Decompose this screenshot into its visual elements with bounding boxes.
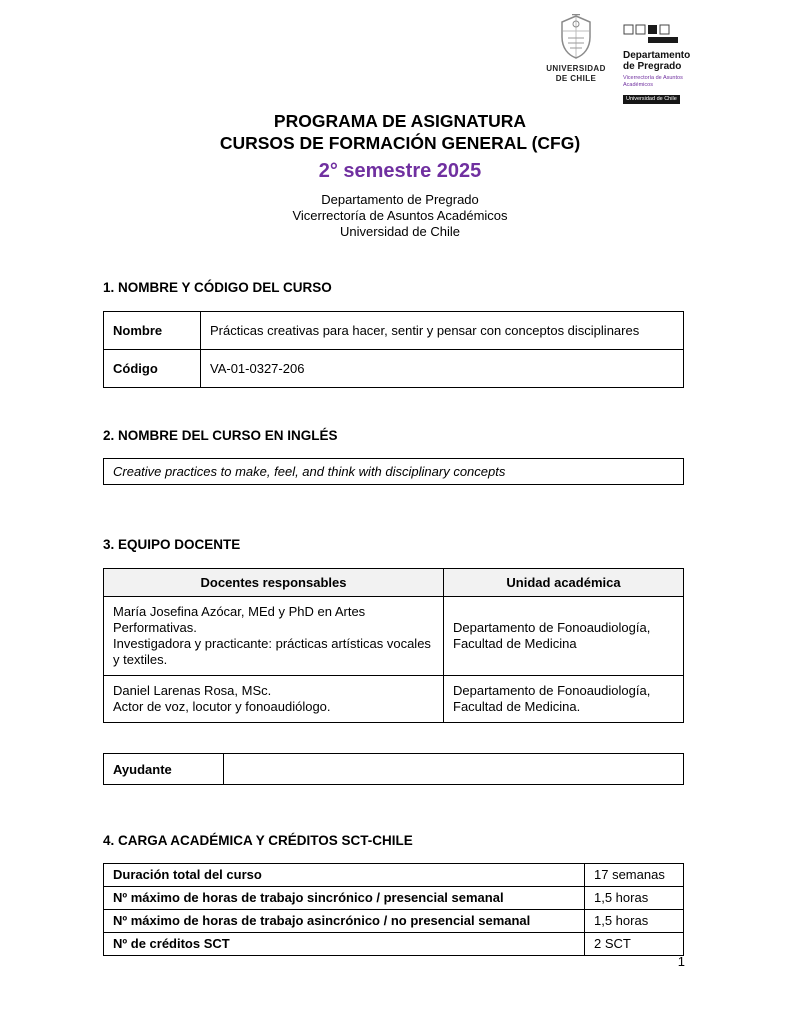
table-row [104, 676, 684, 723]
page-number: 1 [677, 954, 685, 969]
nombre-label: Nombre [104, 312, 201, 350]
english-name-table [103, 458, 684, 485]
header-logos [543, 12, 715, 104]
pregrado-logo-subtitle: Vicerrectoría de Asuntos Académicos [623, 75, 683, 88]
column-docentes-responsables: Docentes responsables [104, 569, 444, 597]
ayudante-value [224, 754, 684, 785]
pregrado-logo-line1: Departamento [623, 50, 691, 61]
section2-heading: 2. NOMBRE DEL CURSO EN INGLÉS [103, 428, 338, 443]
uchile-logo-text [546, 64, 606, 84]
table-row [104, 933, 684, 956]
unidad-cell: Departamento de Fonoaudiología, Facultad de Medicina. [444, 676, 684, 723]
section4-heading: 4. CARGA ACADÉMICA Y CRÉDITOS SCT-CHILE [103, 833, 413, 848]
uchile-crest-icon [559, 14, 593, 60]
uchile-logo-line2: DE CHILE [555, 74, 597, 83]
horas-asincronico-value: 1,5 horas [585, 910, 684, 933]
horas-asincronico-label: Nº máximo de horas de trabajo asincrónico / no presencial semanal [104, 910, 585, 933]
subtitle-departamento: Departamento de Pregrado [321, 192, 479, 207]
carga-academica-table [103, 863, 684, 956]
ayudante-table [103, 753, 684, 785]
table-row [104, 754, 684, 785]
horas-sincronico-value: 1,5 horas [585, 887, 684, 910]
section1-heading: 1. NOMBRE Y CÓDIGO DEL CURSO [103, 280, 332, 295]
creditos-sct-value: 2 SCT [585, 933, 684, 956]
pregrado-logo [623, 12, 715, 104]
subtitle-vicerrectoria: Vicerrectoría de Asuntos Académicos [292, 208, 508, 223]
table-row [104, 312, 684, 350]
table-row [104, 910, 684, 933]
page-title-line1: PROGRAMA DE ASIGNATURA [273, 111, 527, 131]
docente-description: Actor de voz, locutor y fonoaudiólogo. [113, 699, 331, 714]
section3-heading: 3. EQUIPO DOCENTE [103, 537, 241, 552]
document-content [103, 280, 684, 956]
subtitle-universidad: Universidad de Chile [340, 224, 460, 239]
codigo-label: Código [104, 350, 201, 388]
uchile-logo-line1: UNIVERSIDAD [546, 64, 606, 73]
ayudante-label: Ayudante [104, 754, 224, 785]
creditos-sct-label: Nº de créditos SCT [104, 933, 585, 956]
table-row [104, 864, 684, 887]
docente-cell [104, 676, 444, 723]
docente-cell [104, 597, 444, 676]
pregrado-logo-title [623, 50, 715, 72]
table-header-row [104, 569, 684, 597]
table-row [104, 350, 684, 388]
table-row [104, 887, 684, 910]
docente-name: María Josefina Azócar, MEd y PhD en Artes Performativas. [113, 604, 366, 635]
docente-name: Daniel Larenas Rosa, MSc. [113, 683, 272, 698]
pregrado-logo-line2: de Pregrado [623, 61, 682, 72]
codigo-value: VA-01-0327-206 [201, 350, 684, 388]
table-row [104, 459, 684, 485]
nombre-value: Prácticas creativas para hacer, sentir y pensar con conceptos disciplinares [201, 312, 684, 350]
pregrado-logo-bar: Universidad de Chile [623, 95, 680, 104]
title-subtitles [0, 192, 800, 240]
course-name-table [103, 311, 684, 388]
horas-sincronico-label: Nº máximo de horas de trabajo sincrónico / presencial semanal [104, 887, 585, 910]
semester-title: 2° semestre 2025 [318, 160, 482, 182]
uchile-logo [543, 12, 609, 84]
pregrado-squares-icon [623, 24, 687, 44]
column-unidad-academica: Unidad académica [444, 569, 684, 597]
duracion-label: Duración total del curso [104, 864, 585, 887]
page-title-line2: CURSOS DE FORMACIÓN GENERAL (CFG) [219, 133, 581, 153]
docente-description: Investigadora y practicante: prácticas artísticas vocales y textiles. [113, 636, 431, 667]
duracion-value: 17 semanas [585, 864, 684, 887]
english-name-value: Creative practices to make, feel, and think with disciplinary concepts [104, 459, 684, 485]
unidad-cell: Departamento de Fonoaudiología, Facultad de Medicina [444, 597, 684, 676]
equipo-docente-table [103, 568, 684, 723]
table-row [104, 597, 684, 676]
